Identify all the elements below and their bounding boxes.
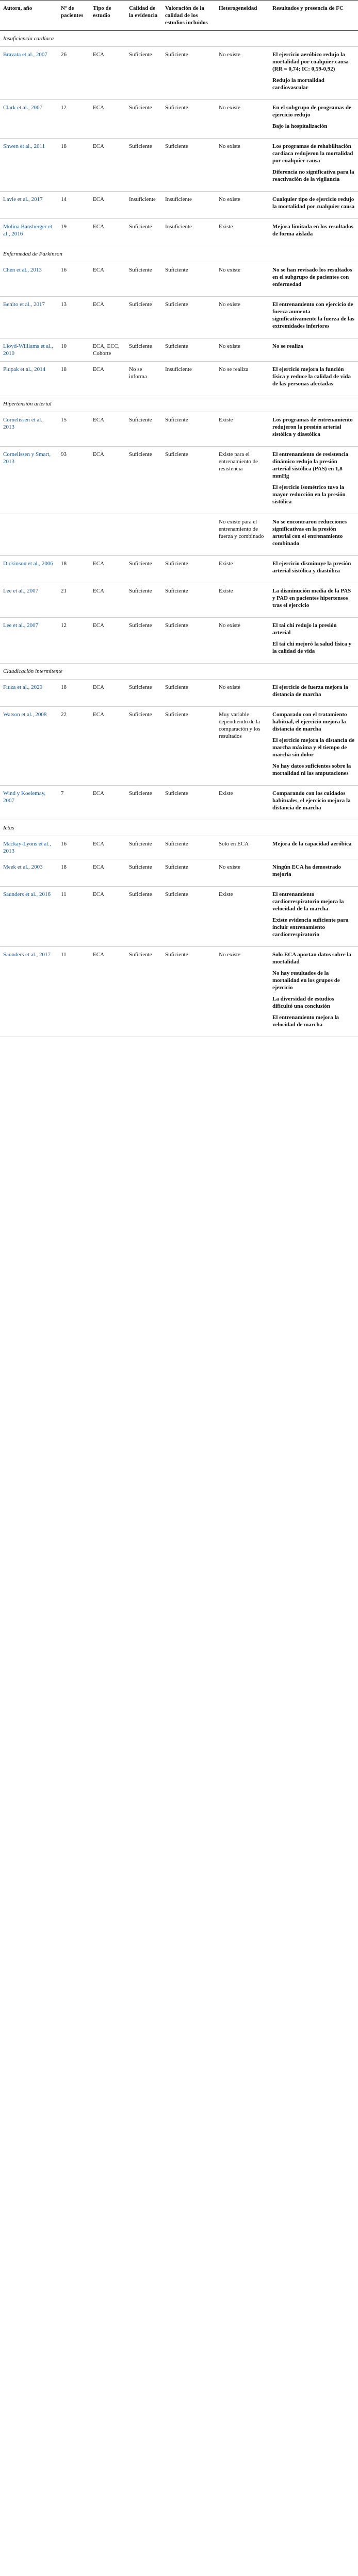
cell-patients: 11 [58,947,90,1037]
cell-evidence-quality: Suficiente [126,219,162,246]
cell-evidence-quality: Suficiente [126,707,162,786]
table-row [0,556,358,583]
cell-results [269,362,358,396]
table-row [0,447,358,514]
cell-results [269,556,358,583]
cell-author[interactable]: Lee et al., 2007 [0,583,58,618]
cell-author[interactable]: Saunders et al., 2017 [0,947,58,1037]
cell-evidence-quality: Suficiente [126,447,162,514]
result-paragraph: Ningún ECA ha demostrado mejoría [272,864,341,877]
cell-heterogeneity: No existe [216,338,269,362]
cell-heterogeneity: No existe [216,262,269,297]
cell-evidence-quality [126,514,162,556]
cell-heterogeneity: No existe [216,618,269,664]
cell-included-quality: Suficiente [162,139,216,192]
cell-included-quality: Suficiente [162,583,216,618]
cell-included-quality: Suficiente [162,707,216,786]
section-title: Claudicación intermitente [0,664,358,680]
cell-patients: 7 [58,786,90,820]
result-paragraph: El entrenamiento cardiorrespiratorio mejora la velocidad de la marcha [272,891,344,912]
cell-evidence-quality: Suficiente [126,887,162,947]
cell-study-type: ECA [90,362,126,396]
cell-included-quality: Suficiente [162,887,216,947]
cell-heterogeneity: No existe [216,297,269,338]
cell-study-type: ECA [90,262,126,297]
cell-results [269,618,358,664]
evidence-table [0,0,358,1037]
table-row [0,100,358,139]
cell-included-quality: Suficiente [162,680,216,707]
cell-author[interactable]: Chen et al., 2013 [0,262,58,297]
section-title: Insuficiencia cardíaca [0,31,358,47]
header-study-type: Tipo de estudio [90,1,126,31]
cell-evidence-quality: Suficiente [126,836,162,859]
cell-evidence-quality: Suficiente [126,139,162,192]
table-row [0,680,358,707]
cell-author[interactable]: Fiuza et al., 2020 [0,680,58,707]
table-header [0,1,358,31]
cell-evidence-quality: Suficiente [126,412,162,447]
cell-included-quality: Suficiente [162,47,216,100]
cell-study-type: ECA [90,618,126,664]
cell-included-quality: Suficiente [162,262,216,297]
cell-study-type: ECA [90,583,126,618]
cell-study-type: ECA [90,887,126,947]
cell-heterogeneity: No existe [216,680,269,707]
cell-patients: 19 [58,219,90,246]
cell-results [269,100,358,139]
result-paragraph: Mejora de la capacidad aeróbica [272,841,352,847]
cell-results [269,707,358,786]
table-row [0,297,358,338]
cell-evidence-quality: Suficiente [126,618,162,664]
cell-evidence-quality: Suficiente [126,786,162,820]
table-row [0,707,358,786]
cell-author[interactable]: Lee et al., 2007 [0,618,58,664]
section-title: Ictus [0,820,358,836]
cell-included-quality: Suficiente [162,447,216,514]
cell-author[interactable]: Plupak et al., 2014 [0,362,58,396]
cell-patients: 26 [58,47,90,100]
cell-patients: 18 [58,680,90,707]
cell-patients: 18 [58,139,90,192]
cell-results [269,859,358,887]
result-paragraph: No hay datos suficientes sobre la mortalidad ni las amputaciones [272,763,351,776]
result-paragraph: El ejercicio aeróbico redujo la mortalidad por cualquier causa (RR = 0,74; IC: 0,59-0,92) [272,52,349,72]
cell-heterogeneity: No existe [216,139,269,192]
result-paragraph: Solo ECA aportan datos sobre la mortalidad [272,952,351,965]
table-row [0,219,358,246]
cell-patients: 11 [58,887,90,947]
cell-results [269,412,358,447]
cell-study-type: ECA [90,707,126,786]
cell-evidence-quality: Insuficiente [126,192,162,219]
cell-results [269,680,358,707]
result-paragraph: La disminución media de la PAS y PAD en pacientes hipertensos tras el ejercicio [272,588,351,608]
result-paragraph: Los programas de entrenamiento redujeron la presión arterial sistólica y diastólica [272,417,353,437]
cell-patients: 12 [58,100,90,139]
cell-patients: 15 [58,412,90,447]
cell-author[interactable]: Shwen et al., 2011 [0,139,58,192]
cell-heterogeneity: No existe para el entrenamiento de fuerza y combinado [216,514,269,556]
cell-heterogeneity: No existe [216,947,269,1037]
result-paragraph: Comparando con los cuidados habituales, el ejercicio mejora la distancia de marcha [272,790,351,811]
header-evidence-quality: Calidad de la evidencia [126,1,162,31]
cell-included-quality: Suficiente [162,100,216,139]
cell-author[interactable]: Bravata et al., 2007 [0,47,58,100]
cell-evidence-quality: Suficiente [126,947,162,1037]
table-row [0,514,358,556]
cell-author[interactable]: Saunders et al., 2016 [0,887,58,947]
cell-included-quality: Suficiente [162,556,216,583]
cell-patients [58,514,90,556]
result-paragraph: El tai chi mejoró la salud física y la calidad de vida [272,641,352,654]
cell-included-quality: Suficiente [162,786,216,820]
cell-results [269,836,358,859]
cell-results [269,47,358,100]
cell-study-type: ECA [90,192,126,219]
cell-patients: 18 [58,859,90,887]
cell-patients: 22 [58,707,90,786]
cell-evidence-quality: Suficiente [126,583,162,618]
cell-heterogeneity: Existe [216,786,269,820]
cell-author[interactable]: Dickinson et al., 2006 [0,556,58,583]
cell-heterogeneity: Existe para el entrenamiento de resistencia [216,447,269,514]
table-row [0,192,358,219]
cell-author [0,514,58,556]
result-paragraph: El ejercicio mejora la función física y reduce la calidad de vida de las personas afectadas [272,366,351,387]
cell-results [269,887,358,947]
cell-heterogeneity: No existe [216,859,269,887]
cell-included-quality: Insuficiente [162,219,216,246]
cell-study-type: ECA [90,836,126,859]
section-title: Hipertensión arterial [0,396,358,412]
table-row [0,362,358,396]
header-heterogeneity: Heterogeneidad [216,1,269,31]
cell-author[interactable]: Lavie et al., 2017 [0,192,58,219]
cell-heterogeneity: Existe [216,219,269,246]
cell-author[interactable]: Meek et al., 2003 [0,859,58,887]
cell-heterogeneity: No existe [216,192,269,219]
cell-study-type: ECA [90,786,126,820]
cell-patients: 12 [58,618,90,664]
cell-evidence-quality: Suficiente [126,338,162,362]
section-title: Enfermedad de Parkinson [0,246,358,262]
cell-patients: 21 [58,583,90,618]
cell-evidence-quality: Suficiente [126,859,162,887]
cell-author[interactable]: Wind y Koelemay, 2007 [0,786,58,820]
table-row [0,836,358,859]
cell-patients: 93 [58,447,90,514]
cell-heterogeneity: No existe [216,47,269,100]
cell-included-quality: Suficiente [162,618,216,664]
cell-evidence-quality: Suficiente [126,100,162,139]
cell-study-type: ECA [90,219,126,246]
cell-author[interactable]: Watson et al., 2008 [0,707,58,786]
cell-results [269,514,358,556]
table-row [0,262,358,297]
header-row [0,1,358,31]
cell-results [269,786,358,820]
cell-included-quality: Suficiente [162,859,216,887]
cell-study-type: ECA [90,859,126,887]
cell-patients: 16 [58,836,90,859]
cell-included-quality: Suficiente [162,412,216,447]
cell-results [269,447,358,514]
cell-patients: 13 [58,297,90,338]
result-paragraph: En el subgrupo de programas de ejercicio redujo [272,105,351,118]
cell-study-type: ECA [90,556,126,583]
cell-results [269,262,358,297]
cell-evidence-quality: No se informa [126,362,162,396]
cell-patients: 10 [58,338,90,362]
result-paragraph: El ejercicio de fuerza mejora la distancia de marcha [272,684,348,698]
cell-study-type [90,514,126,556]
table-row [0,859,358,887]
cell-heterogeneity: No se realiza [216,362,269,396]
header-author: Autora, año [0,1,58,31]
result-paragraph: El ejercicio mejora la distancia de marcha máxima y el tiempo de marcha sin dolor [272,737,354,758]
cell-included-quality: Suficiente [162,338,216,362]
cell-heterogeneity: Solo en ECA [216,836,269,859]
result-paragraph: No se han revisado los resultados en el subgrupo de pacientes con enfermedad [272,267,352,287]
result-paragraph: Comparado con el tratamiento habitual, el ejercicio mejora la distancia de marcha [272,711,347,732]
cell-author[interactable]: Molina Bansberger et al., 2016 [0,219,58,246]
section-row [0,31,358,47]
result-paragraph: Mejora limitada en los resultados de forma aislada [272,224,353,237]
cell-evidence-quality: Suficiente [126,680,162,707]
cell-results [269,192,358,219]
result-paragraph: El entrenamiento con ejercicio de fuerza aumenta significativamente la fuerza de las extremidades inferiores [272,301,354,329]
cell-included-quality: Insuficiente [162,362,216,396]
cell-included-quality: Suficiente [162,297,216,338]
cell-evidence-quality: Suficiente [126,297,162,338]
cell-heterogeneity: No existe [216,100,269,139]
header-included-quality: Valoración de la calidad de los estudios incluidos [162,1,216,31]
result-paragraph: Los programas de rehabilitación cardiaca redujeron la mortalidad por cualquier causa [272,143,353,164]
result-paragraph: No se realiza [272,343,303,349]
cell-heterogeneity: Existe [216,583,269,618]
result-paragraph: La diversidad de estudios dificultó una conclusión [272,996,334,1009]
cell-patients: 14 [58,192,90,219]
cell-patients: 18 [58,362,90,396]
header-results: Resultados y presencia de FC [269,1,358,31]
section-row [0,246,358,262]
table-row [0,583,358,618]
cell-patients: 18 [58,556,90,583]
result-paragraph: No se encontraron reducciones significativas en la presión arterial con el entrenamiento combinado [272,519,347,547]
table-row [0,786,358,820]
cell-results [269,219,358,246]
cell-included-quality [162,514,216,556]
cell-study-type: ECA, ECC, Cohorte [90,338,126,362]
cell-author[interactable]: Mackay-Lyons et al., 2013 [0,836,58,859]
cell-study-type: ECA [90,297,126,338]
section-row [0,396,358,412]
cell-author[interactable]: Lloyd-Williams et al., 2010 [0,338,58,362]
section-row [0,664,358,680]
cell-patients: 16 [58,262,90,297]
cell-heterogeneity: Existe [216,887,269,947]
cell-results [269,583,358,618]
cell-study-type: ECA [90,447,126,514]
cell-heterogeneity: Muy variable dependiendo de la comparación y los resultados [216,707,269,786]
cell-heterogeneity: Existe [216,556,269,583]
result-paragraph: Existe evidencia suficiente para incluir entrenamiento cardiorrespiratorio [272,917,349,938]
table-row [0,618,358,664]
cell-study-type: ECA [90,947,126,1037]
cell-author[interactable]: Benito et al., 2017 [0,297,58,338]
cell-included-quality: Suficiente [162,836,216,859]
result-paragraph: Bajo la hospitalización [272,123,328,129]
result-paragraph: No hay resultados de la mortalidad en los grupos de ejercicio [272,970,340,991]
result-paragraph: El ejercicio isométrico tuvo la mayor reducción en la presión sistólica [272,484,346,505]
section-row [0,820,358,836]
table-row [0,887,358,947]
cell-results [269,139,358,192]
cell-evidence-quality: Suficiente [126,556,162,583]
result-paragraph: Diferencia no significativa para la reactivación de la vigilancia [272,169,354,182]
cell-study-type: ECA [90,680,126,707]
cell-results [269,297,358,338]
result-paragraph: El entrenamiento mejora la velocidad de marcha [272,1014,339,1028]
cell-study-type: ECA [90,139,126,192]
header-patients: Nº de pacientes [58,1,90,31]
table-row [0,412,358,447]
cell-author[interactable]: Cornelissen y Smart, 2013 [0,447,58,514]
cell-study-type: ECA [90,100,126,139]
table-row [0,338,358,362]
result-paragraph: El ejercicio disminuye la presión arterial sistólica y diastólica [272,561,351,574]
cell-evidence-quality: Suficiente [126,262,162,297]
cell-study-type: ECA [90,412,126,447]
cell-included-quality: Insuficiente [162,192,216,219]
result-paragraph: Cualquier tipo de ejercicio redujo la mortalidad por cualquier causa [272,196,355,210]
cell-results [269,338,358,362]
cell-results [269,947,358,1037]
table-row [0,947,358,1037]
cell-heterogeneity: Existe [216,412,269,447]
table-body [0,31,358,1037]
cell-included-quality: Suficiente [162,947,216,1037]
result-paragraph: El entrenamiento de resistencia dinámico redujo la presión arterial sistólica (PAS) en 1,8 mmHg [272,451,349,479]
cell-evidence-quality: Suficiente [126,47,162,100]
table-row [0,47,358,100]
result-paragraph: Redujo la mortalidad cardiovascular [272,77,324,91]
cell-author[interactable]: Cornelissen et al., 2013 [0,412,58,447]
result-paragraph: El tai chi redujo la presión arterial [272,622,337,636]
table-row [0,139,358,192]
cell-author[interactable]: Clark et al., 2007 [0,100,58,139]
cell-study-type: ECA [90,47,126,100]
